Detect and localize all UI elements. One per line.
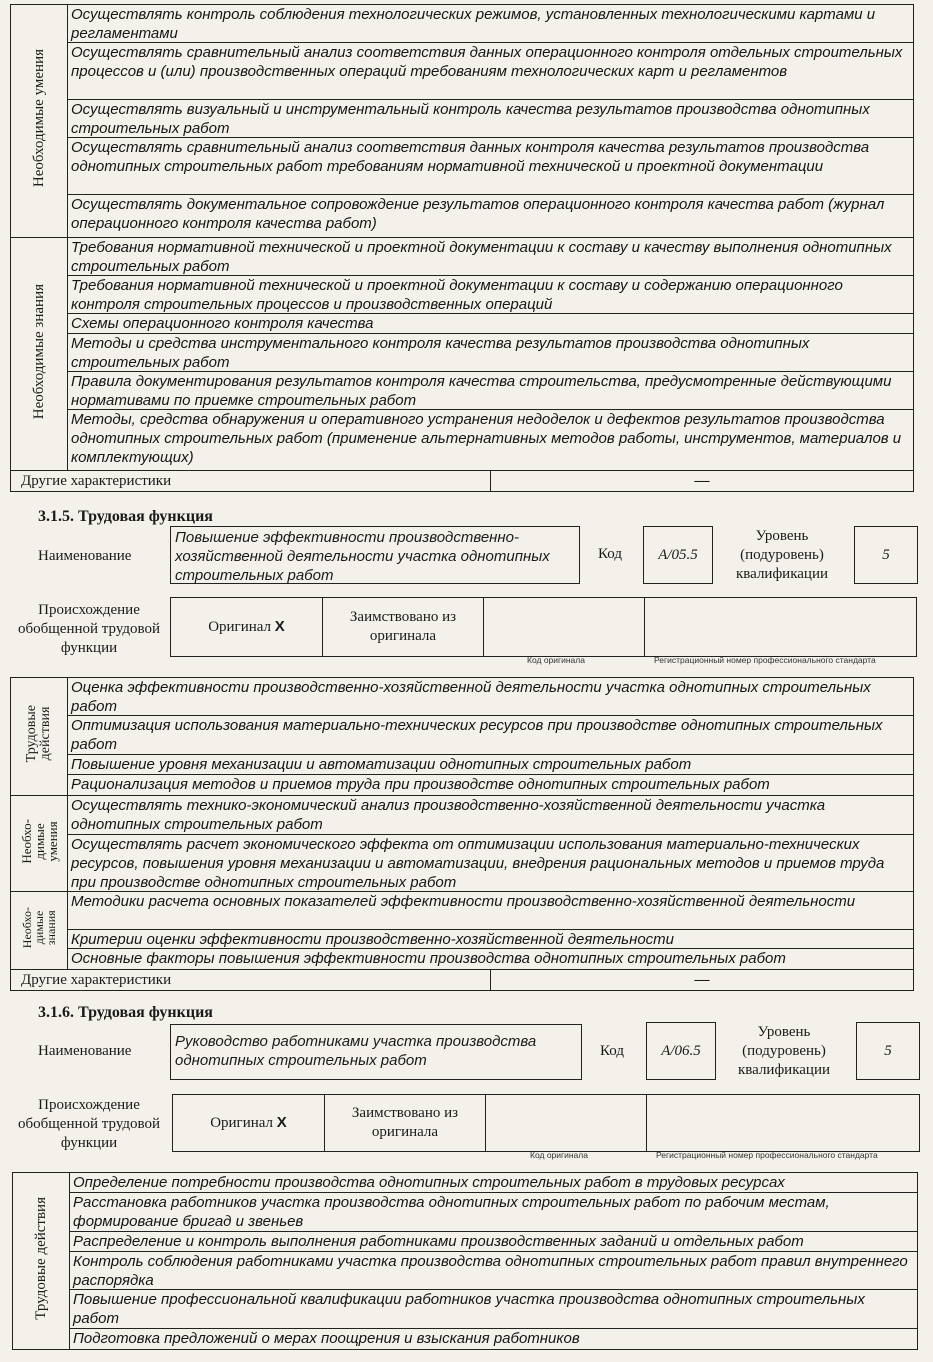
requirements-table-3-1-5 bbox=[10, 677, 914, 991]
registration-number-caption: Регистрационный номер профессионального стандарта bbox=[654, 655, 876, 665]
list-item: Требования нормативной технической и проектной документации к составу и содержанию операционного контроля строительных процессов и производственных операций bbox=[68, 276, 913, 314]
skills-items-cell bbox=[68, 5, 914, 238]
function-name-field: Повышение эффективности производственно-хозяйственной деятельности участка однотипных строительных работ bbox=[170, 526, 580, 584]
code-field: A/05.5 bbox=[643, 526, 713, 584]
skills-row-label: Необходимые умения bbox=[30, 49, 47, 188]
origin-label: Происхождение обобщенной трудовой функции bbox=[17, 1097, 161, 1151]
list-item: Рационализация методов и приемов труда при производстве однотипных строительных работ bbox=[71, 776, 770, 793]
list-item: Методики расчета основных показателей эффективности производственно-хозяйственной деятельности bbox=[68, 892, 913, 930]
list-item: Контроль соблюдения работниками участка производства однотипных строительных работ правил внутреннего распорядка bbox=[70, 1252, 917, 1290]
original-code-cell bbox=[484, 598, 645, 657]
row-label-cell bbox=[11, 678, 68, 796]
list-item: Осуществлять контроль соблюдения технологических режимов, установленных технологическими картами и регламентами bbox=[68, 5, 913, 43]
list-item: Подготовка предложений о мерах поощрения и взыскания работников bbox=[73, 1330, 580, 1347]
other-characteristics-value: — bbox=[491, 970, 914, 991]
qualification-level-label: Уровень (подуровень) квалификации bbox=[735, 528, 829, 582]
registration-number-caption: Регистрационный номер профессионального стандарта bbox=[656, 1150, 878, 1160]
original-code-cell bbox=[486, 1095, 647, 1152]
requirements-table-3-1-4 bbox=[10, 4, 914, 492]
origin-table bbox=[170, 597, 917, 657]
list-item: Определение потребности производства однотипных строительных работ в трудовых ресурсах bbox=[70, 1173, 917, 1193]
name-label: Наименование bbox=[38, 1043, 132, 1059]
registration-number-cell bbox=[645, 598, 917, 657]
original-label: Оригинал bbox=[208, 619, 272, 635]
original-cell bbox=[173, 1095, 325, 1152]
actions-row-label: Трудовые действия bbox=[24, 705, 53, 763]
origin-table bbox=[172, 1094, 920, 1152]
qualification-level-label: Уровень (подуровень) квалификации bbox=[737, 1024, 831, 1078]
code-label: Код bbox=[600, 1043, 624, 1059]
list-item: Повышение уровня механизации и автоматизации однотипных строительных работ bbox=[68, 755, 913, 775]
list-item: Расстановка работников участка производства однотипных строительных работ по рабочим местам, формирование бригад и звеньев bbox=[70, 1193, 917, 1232]
list-item: Осуществлять расчет экономического эффекта от оптимизации использования материально-технических ресурсов, повышения уровня механизации и автоматизации, внедрения рациональных методов и приемов труда при производстве однотипных строительных работ bbox=[71, 836, 885, 891]
list-item: Повышение профессиональной квалификации работников участка производства однотипных строительных работ bbox=[70, 1290, 917, 1329]
borrowed-label: Заимствовано из оригинала bbox=[325, 1095, 486, 1152]
list-item: Осуществлять сравнительный анализ соответствия данных операционного контроля отдельных строительных процессов и (или) производственных операций требованиям технологических карт и регламентов bbox=[68, 43, 913, 100]
list-item: Критерии оценки эффективности производственно-хозяйственной деятельности bbox=[68, 930, 913, 949]
original-code-caption: Код оригинала bbox=[530, 1150, 588, 1160]
knowledge-row-label: Необхо- димые знания bbox=[20, 907, 58, 949]
list-item: Оценка эффективности производственно-хозяйственной деятельности участка однотипных строительных работ bbox=[68, 678, 913, 716]
original-cell bbox=[171, 598, 323, 657]
list-item: Осуществлять визуальный и инструментальный контроль качества результатов производства однотипных строительных работ bbox=[68, 100, 913, 138]
actions-items-cell bbox=[70, 1173, 918, 1350]
original-label: Оригинал bbox=[210, 1115, 274, 1131]
actions-row-label: Трудовые действия bbox=[32, 1197, 49, 1320]
row-label-cell bbox=[11, 796, 68, 892]
function-name-field: Руководство работниками участка производства однотипных строительных работ bbox=[170, 1024, 582, 1080]
skills-items-cell bbox=[68, 796, 914, 892]
section-heading-3-1-6: 3.1.6. Трудовая функция bbox=[38, 1004, 213, 1021]
code-label: Код bbox=[598, 546, 622, 562]
list-item: Основные факторы повышения эффективности производства однотипных строительных работ bbox=[71, 950, 786, 967]
list-item: Требования нормативной технической и проектной документации к составу и качеству выполнения однотипных строительных работ bbox=[68, 238, 913, 276]
list-item: Методы и средства инструментального контроля качества результатов производства однотипных строительных работ bbox=[68, 334, 913, 372]
origin-label: Происхождение обобщенной трудовой функции bbox=[17, 602, 161, 656]
list-item: Распределение и контроль выполнения работниками производственных заданий и отдельных работ bbox=[70, 1232, 917, 1252]
qualification-level-field: 5 bbox=[854, 526, 918, 584]
other-characteristics-value: — bbox=[491, 471, 914, 492]
row-label-cell bbox=[11, 5, 68, 238]
code-field: A/06.5 bbox=[646, 1022, 716, 1080]
other-characteristics-label: Другие характеристики bbox=[11, 970, 491, 991]
actions-items-cell bbox=[68, 678, 914, 796]
other-characteristics-label: Другие характеристики bbox=[11, 471, 491, 492]
borrowed-label: Заимствовано из оригинала bbox=[323, 598, 484, 657]
list-item: Осуществлять сравнительный анализ соответствия данных контроля качества результатов производства однотипных строительных работ требованиям нормативной технической и проектной документации bbox=[68, 138, 913, 195]
row-label-cell bbox=[11, 238, 68, 471]
qualification-level-field: 5 bbox=[856, 1022, 920, 1080]
list-item: Осуществлять документальное сопровождение результатов операционного контроля качества работ (журнал операционного контроля качества работ) bbox=[71, 196, 885, 232]
list-item: Оптимизация использования материально-технических ресурсов при производстве однотипных строительных работ bbox=[68, 716, 913, 755]
name-label: Наименование bbox=[38, 548, 132, 564]
list-item: Методы, средства обнаружения и оперативного устранения недоделок и дефектов результатов производства однотипных строительных работ (применение альтернативных методов работы, инструментов, материалов и комплектующих) bbox=[71, 411, 902, 466]
skills-row-label: Необхо- димые умения bbox=[18, 818, 60, 864]
original-code-caption: Код оригинала bbox=[527, 655, 585, 665]
knowledge-items-cell bbox=[68, 892, 914, 970]
list-item: Осуществлять технико-экономический анализ производственно-хозяйственной деятельности участка однотипных строительных работ bbox=[68, 796, 913, 835]
list-item: Схемы операционного контроля качества bbox=[68, 314, 913, 334]
knowledge-items-cell bbox=[68, 238, 914, 471]
row-label-cell bbox=[13, 1173, 70, 1350]
registration-number-cell bbox=[647, 1095, 920, 1152]
requirements-table-3-1-6 bbox=[12, 1172, 918, 1350]
original-check-mark: X bbox=[274, 618, 285, 635]
row-label-cell bbox=[11, 892, 68, 970]
section-heading-3-1-5: 3.1.5. Трудовая функция bbox=[38, 508, 213, 525]
original-check-mark: X bbox=[276, 1114, 287, 1131]
knowledge-row-label: Необходимые знания bbox=[30, 283, 47, 420]
list-item: Правила документирования результатов контроля качества строительства, предусмотренные действующими нормативами по приемке строительных работ bbox=[68, 372, 913, 410]
